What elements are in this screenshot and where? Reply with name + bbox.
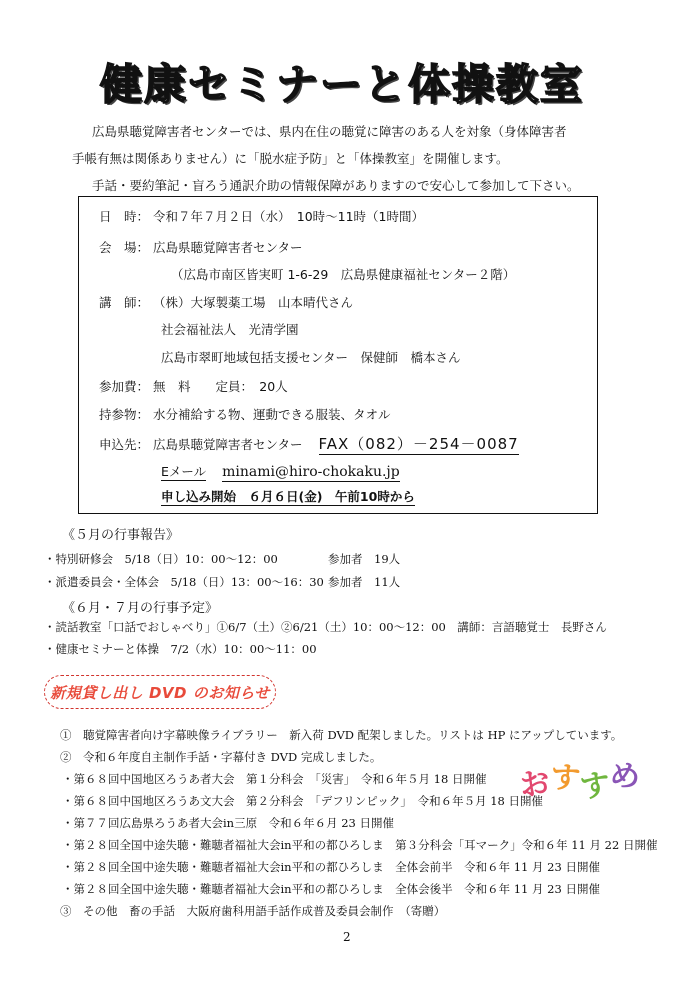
lecturer-3: 広島市翠町地域包括支援センター 保健師 橋本さん — [161, 350, 461, 365]
may-report-item-1: ・特別研修会 5/18（日）10：00～12：00 — [44, 552, 278, 566]
dvd-banner-text: 新規貸し出し DVD のお知らせ — [50, 683, 270, 702]
dvd-item-7: ・第２８回全国中途失聴・難聴者福祉大会in平和の都ひろしま 全体会前半 令和６年 11 月 23 日開催 — [62, 860, 600, 874]
bring-label: 持参物： — [99, 407, 150, 422]
dvd-item-2: ② 令和６年度自主制作手話・字幕付き DVD 完成しました。 — [60, 750, 382, 764]
intro-line-1: 広島県聴覚障害者センターでは、県内在住の聴覚に障害のある人を対象（身体障害者 — [92, 124, 567, 139]
event-details-box — [78, 196, 598, 514]
venue-value: 広島県聴覚障害者センター — [153, 240, 303, 255]
email-label: Eメール — [161, 464, 207, 479]
intro-line-3: 手話・要約筆記・盲ろう通訳介助の情報保障がありますので安心して参加して下さい。 — [92, 178, 580, 193]
recommend-badge — [517, 757, 643, 806]
dvd-item-1: ① 聴覚障害者向け字幕映像ライブラリー 新入荷 DVD 配架しました。リストは HP にアップしています。 — [60, 728, 623, 742]
dvd-item-8: ・第２８回全国中途失聴・難聴者福祉大会in平和の都ひろしま 全体会後半 令和６年 11 月 23 日開催 — [62, 882, 600, 896]
recommend-char: す — [548, 759, 582, 798]
dvd-item-9: ③ その他 畜の手話 大阪府歯科用語手話作成普及委員会制作 （寄贈） — [60, 904, 446, 918]
venue-address: （広島市南区皆実町 1-6-29 広島県健康福祉センター２階） — [171, 267, 516, 282]
dvd-item-5: ・第７７回広島県ろうあ者大会in三原 令和６年６月 23 日開催 — [62, 816, 395, 830]
schedule-item-2: ・健康セミナーと体操 7/2（水）10：00～11：00 — [44, 642, 317, 656]
lecturer-2: 社会福祉法人 光清学園 — [161, 322, 299, 337]
dvd-item-3: ・第６８回中国地区ろうあ者大会 第１分科会 「災害」 令和６年５月 18 日開催 — [62, 772, 487, 786]
date-label: 日 時： — [99, 209, 150, 224]
recommend-char: お — [517, 765, 553, 804]
intro-line-2: 手帳有無は関係ありません）に「脱水症予防」と「体操教室」を開催します。 — [72, 151, 509, 166]
bring-value: 水分補給する物、運動できる服装、タオル — [153, 407, 391, 422]
apply-start: 申し込み開始 ６月６日(金) 午前10時から — [161, 489, 415, 504]
venue-label: 会 場： — [99, 240, 150, 255]
apply-label: 申込先： — [99, 437, 150, 452]
apply-value: 広島県聴覚障害者センター — [153, 437, 303, 452]
schedule-item-1: ・読話教室「口話でおしゃべり」①6/7（土）②6/21（土）10：00～12：00 講師：言語聴覚士 長野さん — [44, 620, 607, 634]
email-address[interactable]: minami@hiro-chokaku.jp — [222, 464, 400, 480]
page-number: 2 — [343, 930, 351, 944]
date-value: 令和７年７月２日（水） 10時～11時（1時間） — [153, 209, 425, 224]
page-title: 健康セミナーと体操教室 — [100, 60, 585, 109]
may-report-attendance-2: 参加者 11人 — [328, 575, 401, 589]
fee-value: 無 料 定員： 20人 — [153, 379, 288, 394]
dvd-banner — [44, 675, 276, 709]
may-report-heading: 《５月の行事報告》 — [62, 528, 180, 543]
dvd-item-6: ・第２８回全国中途失聴・難聴者福祉大会in平和の都ひろしま 第３分科会「耳マーク」令和６年 11 月 22 日開催 — [62, 838, 658, 852]
lecturer-label: 講 師： — [99, 295, 150, 310]
may-report-item-2: ・派遣委員会・全体会 5/18（日）13：00～16：30 — [44, 575, 324, 589]
dvd-item-4: ・第６８回中国地区ろうあ文大会 第２分科会 「デフリンピック」 令和６年５月 18 日開催 — [62, 794, 544, 808]
recommend-char: す — [578, 767, 612, 806]
recommend-char: め — [607, 757, 643, 796]
fee-label: 参加費： — [99, 379, 150, 394]
lecturer-1: （株）大塚製薬工場 山本晴代さん — [153, 295, 354, 310]
may-report-attendance-1: 参加者 19人 — [328, 552, 401, 566]
fax-number: FAX（082）－254－0087 — [318, 435, 519, 453]
schedule-heading: 《６月・７月の行事予定》 — [62, 601, 219, 616]
